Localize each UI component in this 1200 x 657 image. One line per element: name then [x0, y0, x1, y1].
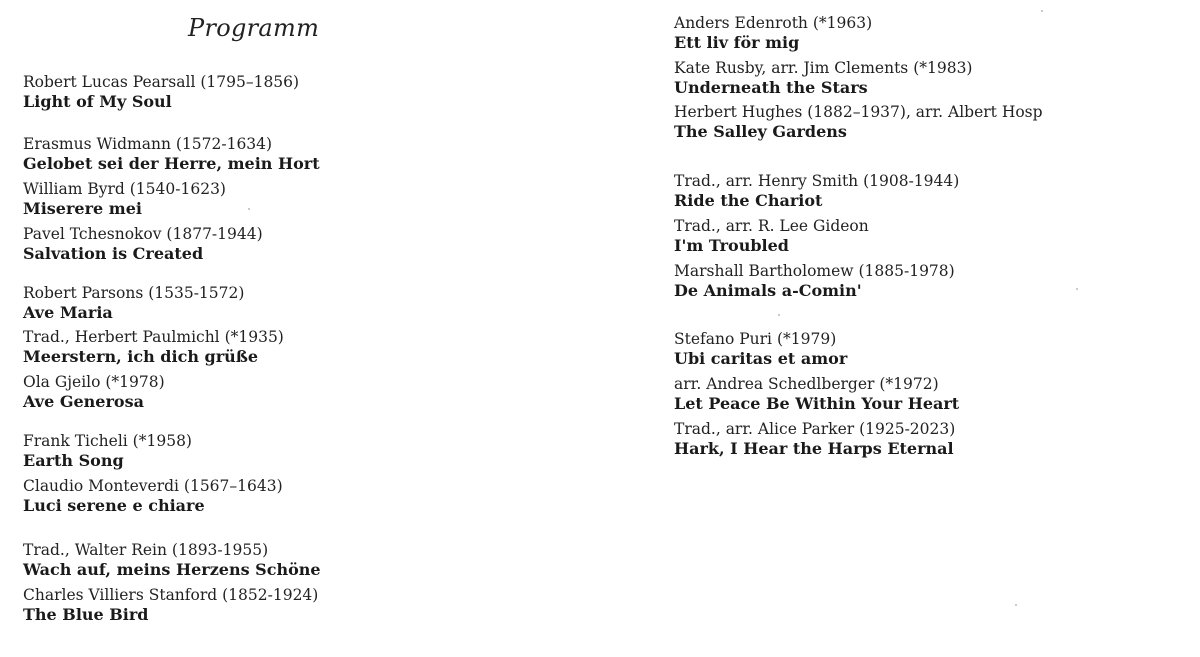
program-entry [23, 540, 321, 580]
program-entry [674, 13, 872, 53]
composer-name: Frank Ticheli (*1958) [23, 432, 192, 450]
program-entry [23, 327, 284, 367]
program-entry [674, 171, 959, 211]
composer-name: Robert Lucas Pearsall (1795–1856) [23, 73, 300, 91]
piece-title: Light of My Soul [23, 92, 172, 111]
scan-speck [1015, 604, 1017, 606]
composer-name: Robert Parsons (1535-1572) [23, 284, 245, 302]
scan-speck [248, 208, 250, 210]
piece-title: Salvation is Created [23, 244, 204, 263]
scan-speck [1076, 288, 1078, 290]
composer-name: Trad., arr. Henry Smith (1908-1944) [674, 172, 960, 190]
program-entry [674, 419, 955, 459]
piece-title: Wach auf, meins Herzens Schöne [23, 560, 321, 579]
piece-title: I'm Troubled [674, 236, 789, 255]
program-entry [23, 179, 226, 219]
piece-title: Ride the Chariot [674, 191, 823, 210]
piece-title: The Blue Bird [23, 605, 149, 624]
program-entry [674, 374, 959, 414]
composer-name: Claudio Monteverdi (1567–1643) [23, 477, 283, 495]
piece-title: Luci serene e chiare [23, 496, 205, 515]
page-title: Programm [188, 14, 320, 42]
piece-title: Let Peace Be Within Your Heart [674, 394, 960, 413]
composer-name: Trad., arr. R. Lee Gideon [674, 217, 869, 235]
piece-title: Underneath the Stars [674, 78, 868, 97]
program-entry [674, 58, 972, 98]
composer-name: Trad., Walter Rein (1893-1955) [23, 541, 269, 559]
program-entry [674, 216, 869, 256]
composer-name: Marshall Bartholomew (1885-1978) [674, 262, 955, 280]
piece-title: De Animals a-Comin' [674, 281, 862, 300]
composer-name: William Byrd (1540-1623) [23, 180, 226, 198]
piece-title: Ave Generosa [23, 392, 144, 411]
scan-speck [1041, 10, 1043, 12]
composer-name: Trad., arr. Alice Parker (1925-2023) [674, 420, 956, 438]
program-entry [23, 476, 283, 516]
composer-name: Erasmus Widmann (1572-1634) [23, 135, 273, 153]
piece-title: Ave Maria [23, 303, 113, 322]
program-entry [23, 431, 192, 471]
program-entry [674, 102, 1043, 142]
piece-title: The Salley Gardens [674, 122, 847, 141]
program-entry [23, 72, 299, 112]
piece-title: Ubi caritas et amor [674, 349, 848, 368]
scan-speck [778, 314, 780, 316]
piece-title: Ett liv för mig [674, 33, 800, 52]
piece-title: Earth Song [23, 451, 124, 470]
composer-name: Kate Rusby, arr. Jim Clements (*1983) [674, 59, 973, 77]
composer-name: Trad., Herbert Paulmichl (*1935) [23, 328, 284, 346]
program-entry [674, 329, 847, 369]
program-entry [23, 134, 320, 174]
composer-name: Pavel Tchesnokov (1877-1944) [23, 225, 263, 243]
composer-name: Anders Edenroth (*1963) [674, 14, 873, 32]
composer-name: Charles Villiers Stanford (1852-1924) [23, 586, 319, 604]
program-entry [23, 372, 165, 412]
composer-name: Ola Gjeilo (*1978) [23, 373, 165, 391]
program-entry [23, 224, 263, 264]
piece-title: Miserere mei [23, 199, 142, 218]
program-entry [23, 283, 244, 323]
composer-name: Stefano Puri (*1979) [674, 330, 837, 348]
composer-name: arr. Andrea Schedlberger (*1972) [674, 375, 939, 393]
program-entry [674, 261, 955, 301]
piece-title: Meerstern, ich dich grüße [23, 347, 259, 366]
piece-title: Hark, I Hear the Harps Eternal [674, 439, 954, 458]
piece-title: Gelobet sei der Herre, mein Hort [23, 154, 320, 173]
composer-name: Herbert Hughes (1882–1937), arr. Albert Hosp [674, 103, 1043, 121]
program-entry [23, 585, 318, 625]
